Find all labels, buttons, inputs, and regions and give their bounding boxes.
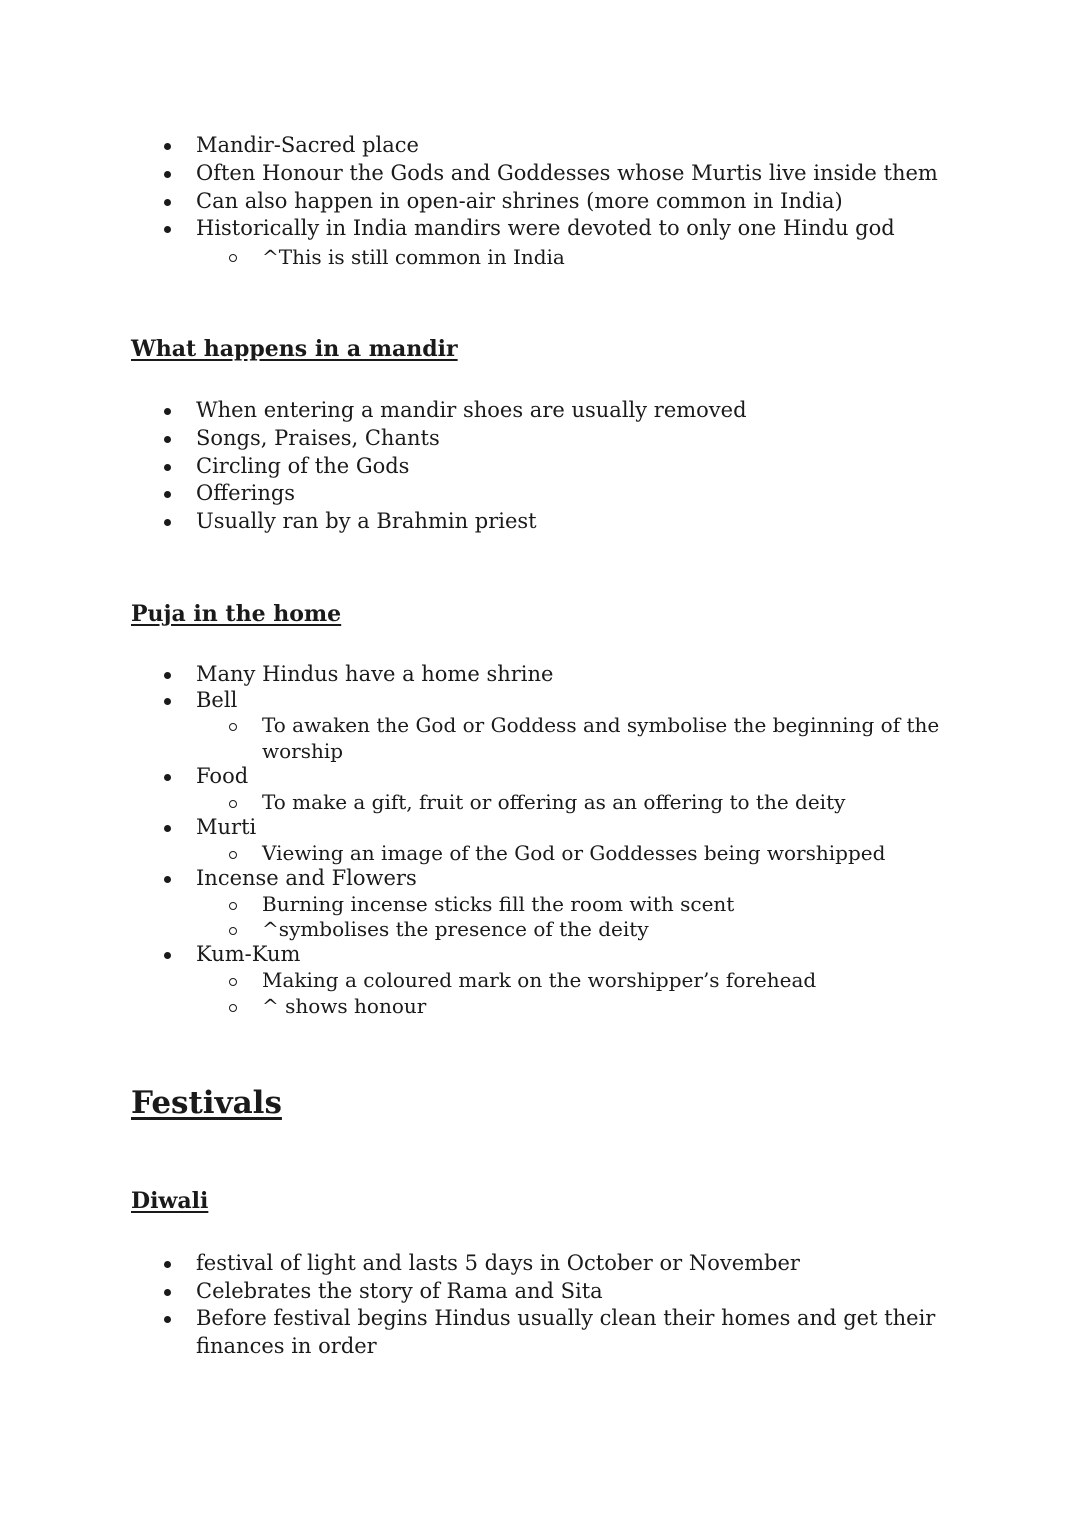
bullet-icon <box>164 1316 171 1323</box>
bullet-icon <box>164 143 171 150</box>
list-item: Historically in India mandirs were devoted to only one Hindu god <box>196 216 895 240</box>
bullet-icon <box>164 464 171 471</box>
section-heading-puja: Puja in the home <box>131 601 342 627</box>
bullet-icon <box>164 876 171 883</box>
sub-list-item-continuation: worship <box>262 739 344 763</box>
bullet-icon <box>164 199 171 206</box>
page-heading-festivals: Festivals <box>131 1085 282 1121</box>
bullet-icon <box>164 672 171 679</box>
sub-list-item: ^symbolises the presence of the deity <box>262 917 649 941</box>
bullet-icon <box>164 408 171 415</box>
sub-list-item: Making a coloured mark on the worshipper’s forehead <box>262 968 817 992</box>
bullet-icon <box>164 436 171 443</box>
bullet-icon <box>164 825 171 832</box>
sub-list-item: ^ shows honour <box>262 994 427 1018</box>
bullet-icon <box>164 491 171 498</box>
bullet-icon <box>164 1261 171 1268</box>
sub-list-item: Viewing an image of the God or Goddesses being worshipped <box>262 841 886 865</box>
sub-bullet-icon <box>229 800 237 808</box>
list-item: Murti <box>196 815 257 839</box>
sub-list-item: Burning incense sticks fill the room with scent <box>262 892 735 916</box>
bullet-icon <box>164 226 171 233</box>
list-item-continuation: finances in order <box>196 1334 377 1358</box>
list-item: Incense and Flowers <box>196 866 417 890</box>
bullet-icon <box>164 1289 171 1296</box>
bullet-icon <box>164 774 171 781</box>
list-item: Food <box>196 764 249 788</box>
bullet-icon <box>164 519 171 526</box>
list-item: Celebrates the story of Rama and Sita <box>196 1279 603 1303</box>
sub-bullet-icon <box>229 978 237 986</box>
sub-bullet-icon <box>229 902 237 910</box>
bullet-icon <box>164 952 171 959</box>
list-item: Before festival begins Hindus usually clean their homes and get their <box>196 1306 936 1330</box>
sub-list-item: To make a gift, fruit or offering as an offering to the deity <box>262 790 846 814</box>
list-item: Kum-Kum <box>196 942 301 966</box>
list-item: Circling of the Gods <box>196 454 410 478</box>
sub-list-item: To awaken the God or Goddess and symbolise the beginning of the <box>262 713 940 737</box>
list-item: When entering a mandir shoes are usually removed <box>196 398 747 422</box>
list-item: Mandir-Sacred place <box>196 133 419 157</box>
sub-list-item: ^This is still common in India <box>262 245 565 269</box>
bullet-icon <box>164 171 171 178</box>
bullet-icon <box>164 698 171 705</box>
list-item: Usually ran by a Brahmin priest <box>196 509 537 533</box>
sub-bullet-icon <box>229 851 237 859</box>
sub-bullet-icon <box>229 1004 237 1012</box>
section-heading-diwali: Diwali <box>131 1188 209 1214</box>
list-item: Often Honour the Gods and Goddesses whose Murtis live inside them <box>196 161 938 185</box>
list-item: Can also happen in open-air shrines (more common in India) <box>196 189 843 213</box>
list-item: Offerings <box>196 481 296 505</box>
section-heading-mandir: What happens in a mandir <box>131 336 458 362</box>
list-item: Songs, Praises, Chants <box>196 426 440 450</box>
sub-bullet-icon <box>229 927 237 935</box>
list-item: Many Hindus have a home shrine <box>196 662 554 686</box>
list-item: Bell <box>196 688 238 712</box>
sub-bullet-icon <box>229 723 237 731</box>
sub-bullet-icon <box>229 254 237 262</box>
list-item: festival of light and lasts 5 days in October or November <box>196 1251 800 1275</box>
